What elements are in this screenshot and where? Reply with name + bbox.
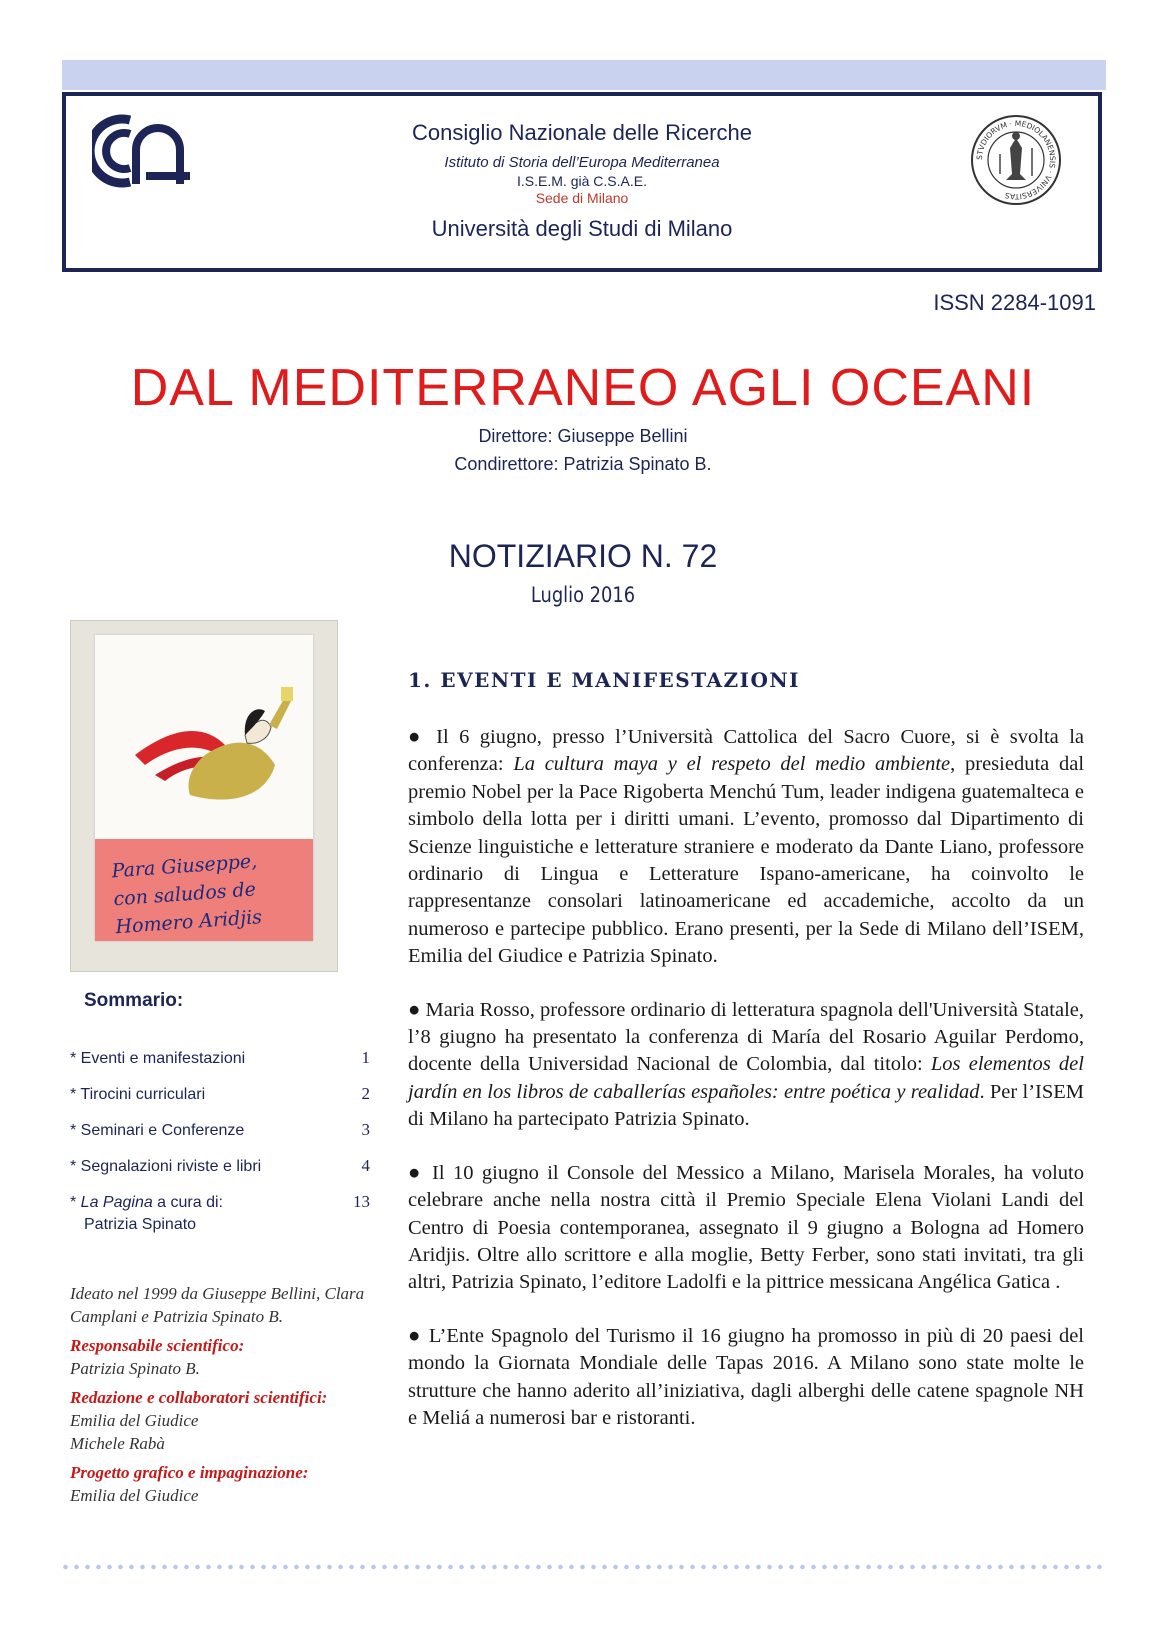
issn: ISSN 2284-1091 bbox=[933, 290, 1096, 315]
institute-name: Istituto di Storia dell’Europa Mediterranea bbox=[444, 154, 720, 171]
org-name: Consiglio Nazionale delle Ricerche bbox=[412, 120, 752, 145]
credits-resp-label: Responsabile scientifico: bbox=[70, 1336, 245, 1355]
toc-item[interactable] bbox=[70, 1084, 370, 1120]
angel-illustration-icon bbox=[95, 635, 313, 835]
toc-item[interactable] bbox=[70, 1192, 370, 1240]
issue-date: Luglio 2016 bbox=[530, 583, 636, 607]
credits-red-name: Emilia del Giudice bbox=[70, 1411, 199, 1430]
issue-label: NOTIZIARIO N. 72 bbox=[448, 538, 718, 574]
toc-item-label: * Seminari e Conferenze bbox=[70, 1122, 245, 1139]
toc-item-label: * Tirocini curriculari bbox=[70, 1086, 206, 1103]
toc-item-label: * Segnalazioni riviste e libri bbox=[70, 1158, 262, 1175]
toc-item-page: 13 bbox=[353, 1192, 370, 1211]
header-box bbox=[62, 92, 1102, 272]
credits bbox=[70, 1282, 400, 1507]
credits-ideato: Ideato nel 1999 da Giuseppe Bellini, Clara Camplani e Patrizia Spinato B. bbox=[70, 1284, 365, 1326]
paragraph: ● Il 6 giugno, presso l’Università Cattolica del Sacro Cuore, si è svolta la conferenza: La cultura maya y el respeto del medio ambiente, presieduta dal premio Nobel per la Pace Rigoberta Menchú Tum, leader indigena guatemalteca e simbolo della lotta per i diritti umani. L’evento, promosso dal Dipartimento di Scienze linguistiche e letterature straniere e moderato da Dante Liano, professore ordinario di Lingua e Letterature Ispano-americane, ha coinvolto le rappresentanze consolari latinoamericane ed accademiche, accolto da un numeroso e partecipe pubblico. Erano presenti, per la Sede di Milano dell’ISEM, Emilia del Giudice e Patrizia Spinato. bbox=[408, 726, 1085, 968]
page-title: DAL MEDITERRANEO AGLI OCEANI bbox=[130, 359, 1036, 417]
direttore: Direttore: Giuseppe Bellini bbox=[478, 426, 688, 446]
credits-red-label: Redazione e collaboratori scientifici: bbox=[70, 1388, 328, 1407]
credits-red-name: Michele Rabà bbox=[70, 1434, 165, 1453]
section-title: 1. EVENTI E MANIFESTAZIONI bbox=[408, 668, 801, 692]
toc-item-label: * La Pagina a cura di: Patrizia Spinato bbox=[70, 1194, 223, 1233]
university-name: Università degli Studi di Milano bbox=[431, 216, 733, 241]
toc-item[interactable] bbox=[70, 1120, 370, 1156]
toc-item-page: 2 bbox=[361, 1084, 370, 1103]
dedication-line: con saludos de bbox=[112, 878, 257, 911]
toc-item-page: 3 bbox=[361, 1120, 370, 1139]
toc-item[interactable] bbox=[70, 1048, 370, 1084]
institute-acronym: I.S.E.M. già C.S.A.E. bbox=[517, 173, 647, 189]
dedication-line: Homero Aridjis bbox=[114, 906, 263, 939]
dedication-card bbox=[95, 635, 313, 941]
credits-prog-label: Progetto grafico e impaginazione: bbox=[70, 1463, 309, 1482]
paragraph: ● L’Ente Spagnolo del Turismo il 16 giugno ha promosso in più di 20 paesi del mondo la Giornata Mondiale delle Tapas 2016. A Milano sono state molte le strutture che hanno aderito all’iniziativa, dagli alberghi delle catene spagnole NH e Meliá a numerosi bar e ristoranti. bbox=[408, 1324, 1084, 1429]
svg-text:STVDIORVM · MEDIOLANENSIS · VN: STVDIORVM · MEDIOLANENSIS · VNIVERSITAS bbox=[974, 118, 1058, 202]
dedication-line: Para Giuseppe, bbox=[110, 850, 258, 883]
sommario-title: Sommario: bbox=[84, 990, 184, 1011]
footer-dotted-divider bbox=[60, 1564, 1106, 1570]
dedication-band bbox=[95, 839, 313, 941]
paragraph: ● Il 10 giugno il Console del Messico a Milano, Marisela Morales, ha voluto celebrare anche nella nostra città il Premio Speciale Elena Violani Landi del Centro di Poesia contemporanea, assegnato il 9 giugno a Bologna ad Homero Aridjis. Oltre allo scrittore e alla moglie, Betty Ferber, sono stati invitati, tra gli altri, Patrizia Spinato, l’editore Ladolfi e la pittrice messicana Angélica Gatica . bbox=[408, 1161, 1084, 1294]
toc-item-page: 1 bbox=[361, 1048, 370, 1067]
credits-resp-name: Patrizia Spinato B. bbox=[70, 1359, 200, 1378]
paragraph: ● Maria Rosso, professore ordinario di letteratura spagnola dell'Università Statale, l’8 giugno ha presentato la conferenza di María del Rosario Aguilar Perdomo, docente della Universidad Nacional de Colombia, dal titolo: Los elementos del jardín en los libros de caballerías españoles: entre poética y realidad. Per l’ISEM di Milano ha partecipato Patrizia Spinato. bbox=[408, 998, 1084, 1131]
credits-prog-name: Emilia del Giudice bbox=[70, 1486, 199, 1505]
article-body bbox=[408, 724, 1084, 1458]
toc-item-label: * Eventi e manifestazioni bbox=[70, 1050, 246, 1067]
cover-photo bbox=[70, 620, 338, 972]
table-of-contents bbox=[70, 1048, 370, 1240]
site-name: Sede di Milano bbox=[535, 190, 629, 206]
toc-item-page: 4 bbox=[361, 1156, 370, 1175]
condirettore: Condirettore: Patrizia Spinato B. bbox=[454, 454, 712, 474]
university-seal-icon bbox=[970, 114, 1062, 206]
header-band bbox=[62, 60, 1106, 90]
toc-item[interactable] bbox=[70, 1156, 370, 1192]
